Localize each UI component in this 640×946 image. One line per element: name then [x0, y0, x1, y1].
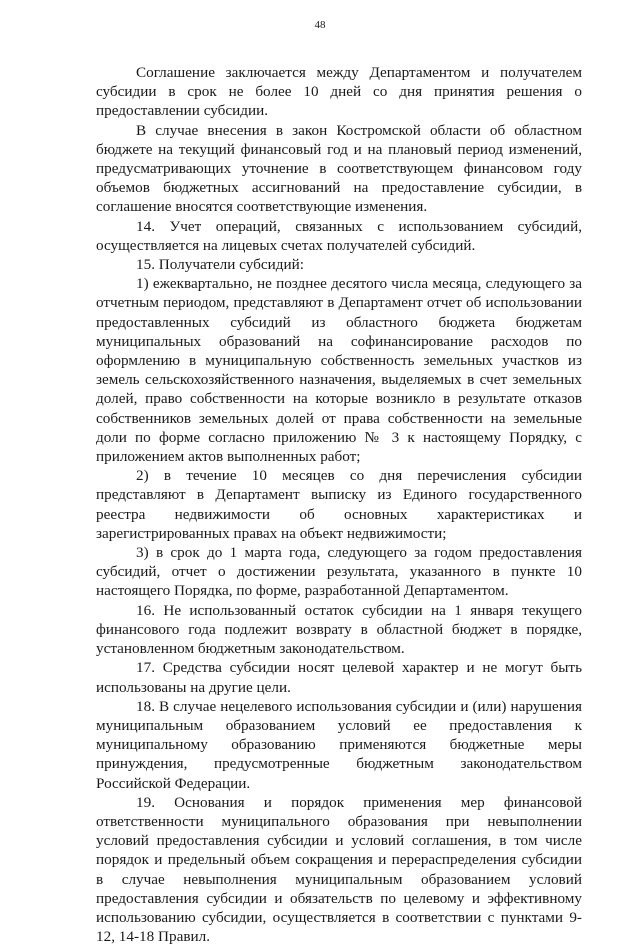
- paragraph-16: 16. Не использованный остаток субсидии на 1 января текущего финансового года подлежит возврату в областной бюджет в порядке, установленном бюджетным законодательством.: [96, 601, 582, 658]
- paragraph-15-item-2: 2) в течение 10 месяцев со дня перечисления субсидии представляют в Департамент выписку из Единого государственного реестра недвижимости об основных характеристиках и зарегистрированных правах на объект недвижимости;: [96, 467, 582, 542]
- paragraph-18: 18. В случае нецелевого использования субсидии и (или) нарушения муниципальным образованием условий ее предоставления к муниципальному образованию применяются бюджетные меры принуждения, предусмотренные бюджетным законодательством Российской Федерации.: [96, 697, 582, 792]
- paragraph-15-item-3: 3) в срок до 1 марта года, следующего за годом предоставления субсидий, отчет о достижении результата, указанного в пункте 10 настоящего Порядка, по форме, разработанной Департаментом.: [96, 544, 582, 600]
- page-number: 48: [314, 19, 326, 31]
- paragraph-agreement-term: Соглашение заключается между Департаментом и получателем субсидии в срок не более 10 дней со дня принятия решения о предоставлении субсидии.: [96, 64, 582, 120]
- paragraph-19: 19. Основания и порядок применения мер финансовой ответственности муниципального образования при невыполнении условий предоставления субсидии и условий соглашения, в том числе порядок и предельный объем сокращения и перераспределения субсидии в случае невыполнения муниципальным образованием условий предоставления субсидии и обязательств по целевому и эффективному использованию субсидии, осуществляется в соответствии с пунктами 9-12, 14-18 Правил.: [96, 793, 582, 946]
- paragraph-15-item-1: 1) ежеквартально, не позднее десятого числа месяца, следующего за отчетным периодом, представляют в Департамент отчет об использовании предоставленных субсидий из областного бюджета бюджетам муниципальных образований на софинансирование расходов по оформлению в муниципальную собственность земельных участков из земель сельскохозяйственного назначения, выделяемых в счет земельных долей, право собственности на которые возникло в результате отказов собственников земельных долей от права собственности на земельные доли по форме согласно приложению № 3 к настоящему Порядку, с приложением актов выполненных работ;: [96, 275, 582, 466]
- paragraph-14: 14. Учет операций, связанных с использованием субсидий, осуществляется на лицевых счетах получателей субсидий.: [96, 217, 582, 254]
- document-body: [96, 63, 582, 946]
- paragraph-agreement-changes: В случае внесения в закон Костромской области об областном бюджете на текущий финансовый год и на плановый период изменений, предусматривающих уточнение в соответствующем финансовом году объемов бюджетных ассигнований на предоставление субсидии, в соглашение вносятся соответствующие изменения.: [96, 121, 582, 216]
- paragraph-15: 15. Получатели субсидий:: [136, 256, 304, 274]
- paragraph-17: 17. Средства субсидии носят целевой характер и не могут быть использованы на другие цели.: [96, 659, 582, 696]
